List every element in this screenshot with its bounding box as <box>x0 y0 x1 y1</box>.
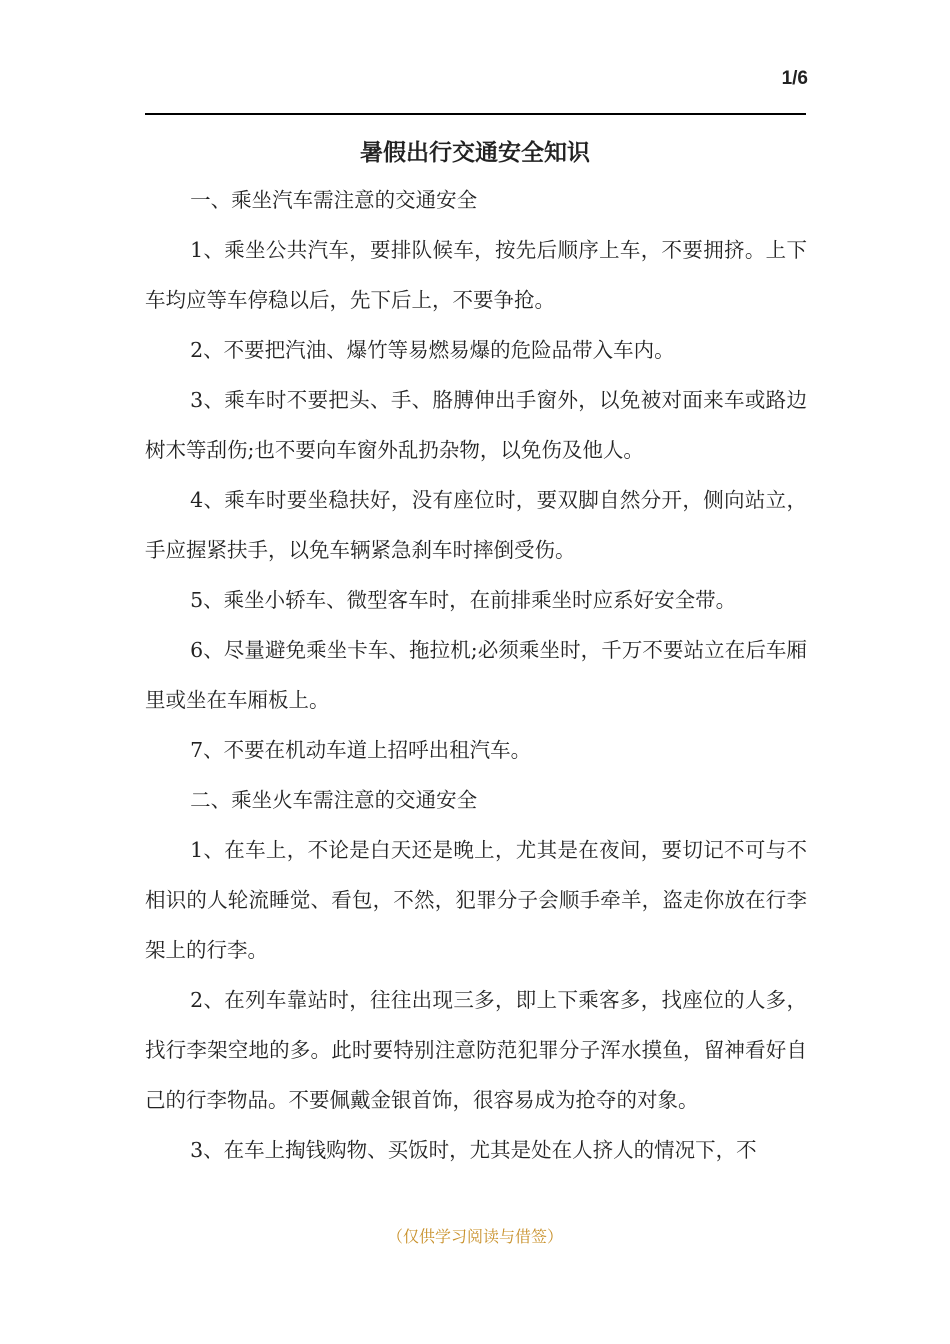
paragraph: 7、不要在机动车道上招呼出租汽车。 <box>190 738 532 762</box>
document-title: 暑假出行交通安全知识 <box>360 139 590 166</box>
paragraph: 4、乘车时要坐稳扶好，没有座位时，要双脚自然分开，侧向站立，手应握紧扶手，以免车辆紧急刹车时摔倒受伤。 <box>145 488 807 562</box>
document-body <box>145 175 807 1175</box>
paragraph: 6、尽量避免乘坐卡车、拖拉机;必须乘坐时，千万不要站立在后车厢里或坐在车厢板上。 <box>145 638 807 712</box>
paragraph: 2、在列车靠站时，往往出现三多，即上下乘客多，找座位的人多，找行李架空地的多。此时要特别注意防范犯罪分子浑水摸鱼，留神看好自己的行李物品。不要佩戴金银首饰，很容易成为抢夺的对象。 <box>145 988 807 1112</box>
paragraph: 5、乘坐小轿车、微型客车时，在前排乘坐时应系好安全带。 <box>190 588 737 612</box>
paragraph: 2、不要把汽油、爆竹等易燃易爆的危险品带入车内。 <box>190 338 675 362</box>
section-heading: 二、乘坐火车需注意的交通安全 <box>190 788 478 812</box>
footer-note: （仅供学习阅读与借签） <box>386 1227 563 1246</box>
paragraph: 1、乘坐公共汽车，要排队候车，按先后顺序上车，不要拥挤。上下车均应等车停稳以后，先下后上，不要争抢。 <box>145 238 807 312</box>
paragraph: 1、在车上，不论是白天还是晚上，尤其是在夜间，要切记不可与不相识的人轮流睡觉、看包，不然，犯罪分子会顺手牵羊，盗走你放在行李架上的行李。 <box>145 838 807 962</box>
section-heading: 一、乘坐汽车需注意的交通安全 <box>190 188 478 212</box>
page-number: 1/6 <box>781 68 808 89</box>
paragraph: 3、在车上掏钱购物、买饭时，尤其是处在人挤人的情况下，不 <box>190 1138 757 1162</box>
header-divider <box>145 113 806 115</box>
paragraph: 3、乘车时不要把头、手、胳膊伸出手窗外，以免被对面来车或路边树木等刮伤;也不要向车窗外乱扔杂物，以免伤及他人。 <box>145 388 807 462</box>
